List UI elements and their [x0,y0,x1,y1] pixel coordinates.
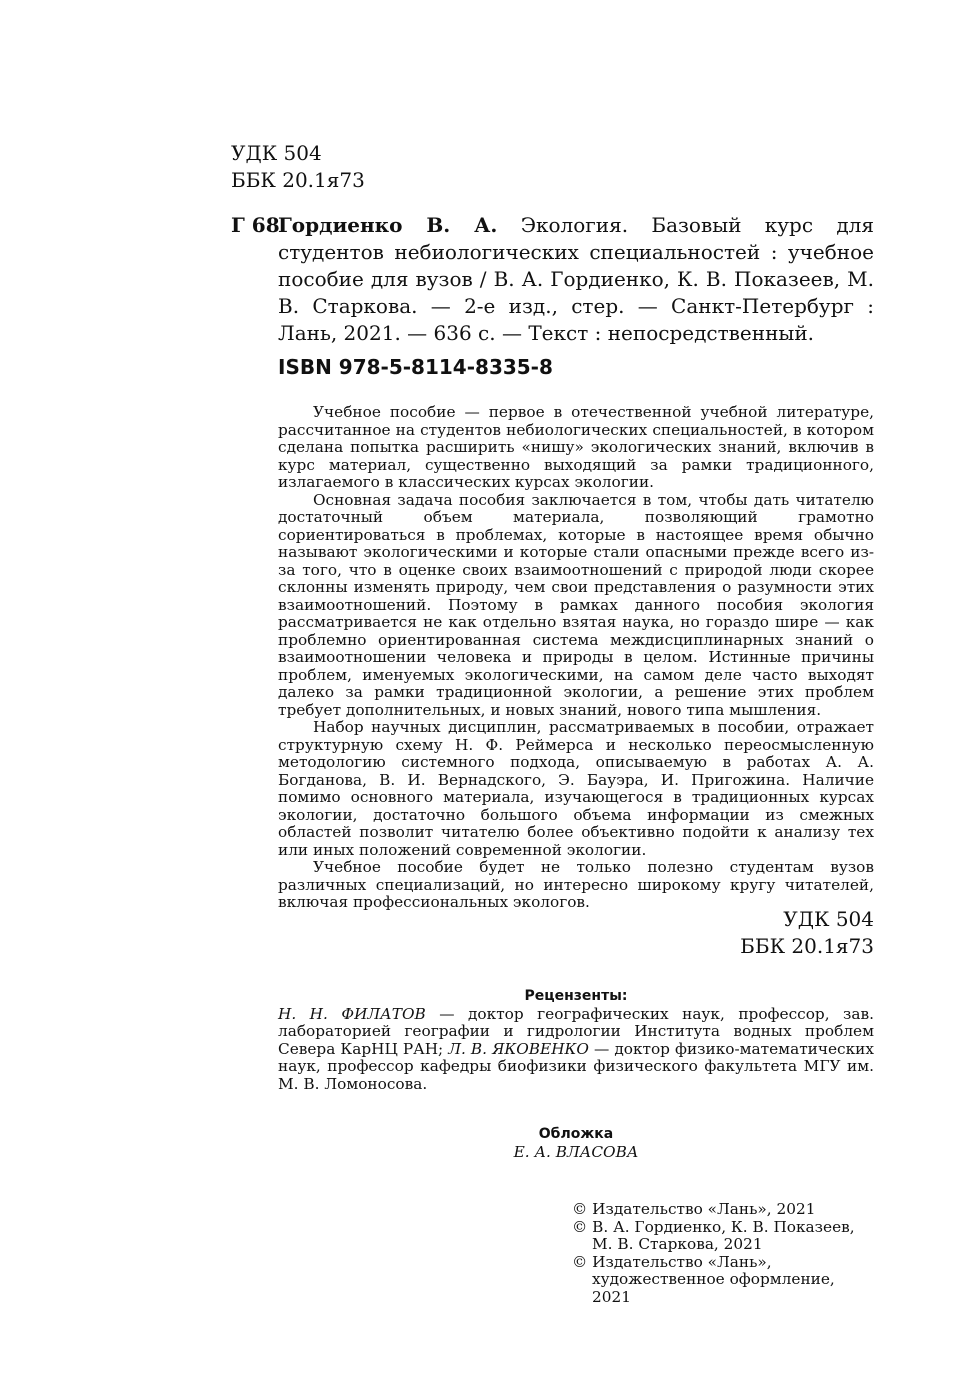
reviewers-heading: Рецензенты: [524,988,628,1004]
abstract [278,404,874,912]
catalog-code: Г 68 [231,213,280,237]
reviewers-section [278,988,874,1093]
abstract-paragraph: Основная задача пособия заключается в том, чтобы дать читателю достаточный объем материала, позволяющий грамотно сориентироваться в проблемах, которые в настоящее время обычно называют экологическими и которые стали опасными прежде всего из-за того, что в оценке своих взаимоотношений с природой люди скорее склонны изменять природу, чем свои представления о разумности этих взаимоотношений. Поэтому в рамках данного пособия экология рассматривается не как отдельно взятая наука, но гораздо шире — как проблемно ориентированная система междисциплинарных знаний о взаимоотношении человека и природы в целом. Истинные причины проблем, именуемых экологическими, на самом деле часто выходят далеко за рамки традиционной экологии, а решение этих проблем требует дополнительных, и новых знаний, нового типа мышления. [278,490,874,719]
copyright-line: © Издательство «Лань», 2021 [572,1200,816,1218]
catalog-author: Гордиенко В. А. [278,213,498,237]
udk-code: УДК 504 [783,907,874,931]
reviewer-name: Н. Н. ФИЛАТОВ [278,1004,426,1023]
abstract-paragraph: Набор научных дисциплин, рассматриваемых в пособии, отражает структурную схему Н. Ф. Реймерса и несколько переосмысленную методологию системного подхода, описываемую в работах А. А. Богданова, В. И. Вернадского, Э. Бауэра, И. Пригожина. Наличие помимо основного материала, изучающегося в традиционных курсах экологии, достаточно большого объема информации из смежных областей позволит читателю более объективно подойти к анализу тех или иных положений современной экологии. [278,718,874,859]
cover-heading: Обложка [538,1126,614,1142]
copyright-block [572,1201,874,1306]
abstract-paragraph: Учебное пособие — первое в отечественной учебной литературе, рассчитанное на студентов небиологических специальностей, в котором сделана попытка расширить «нишу» экологических знаний, включив в курс материал, существенно выходящий за рамки традиционного, излагаемого в классических курсах экологии. [278,403,874,491]
copyright-line: © В. А. Гордиенко, К. В. Показеев, М. В. Старкова, 2021 [572,1217,855,1253]
reviewer-name: Л. В. ЯКОВЕНКО [448,1039,589,1058]
bbk-code: ББК 20.1я73 [231,168,365,192]
reviewer-description: — доктор географических наук, профессор, зав. лабораторией географии и гидрологии Института водных проблем Севера КарНЦ РАН; [278,1004,874,1058]
reviewer-description: — доктор физико-математических наук, профессор кафедры биофизики физического факультета МГУ им. М. В. Ломоносова. [278,1039,874,1093]
reviewers-text [278,1006,874,1094]
udk-code: УДК 504 [231,141,322,165]
cover-designer: Е. А. ВЛАСОВА [513,1142,639,1161]
udk-bbk-header [231,140,365,194]
catalog-entry [231,212,874,347]
cover-credit [278,1126,874,1161]
bbk-code: ББК 20.1я73 [740,934,874,958]
copyright-line: © Издательство «Лань», художественное оформление, 2021 [572,1252,835,1306]
catalog-details: Экология. Базовый курс для студентов небиологических специальностей : учебное пособие для вузов / В. А. Гордиенко, К. В. Показеев, М. В. Старкова. — 2-е изд., стер. — Санкт-Петербург : Лань, 2021. — 636 с. — Текст : непосредственный. [278,213,874,345]
udk-bbk-footer [740,906,874,960]
isbn: ISBN 978-5-8114-8335-8 [278,355,553,379]
catalog-description [278,212,874,347]
abstract-paragraph: Учебное пособие будет не только полезно студентам вузов различных специализаций, но интересно широкому кругу читателей, включая профессиональных экологов. [278,858,874,911]
